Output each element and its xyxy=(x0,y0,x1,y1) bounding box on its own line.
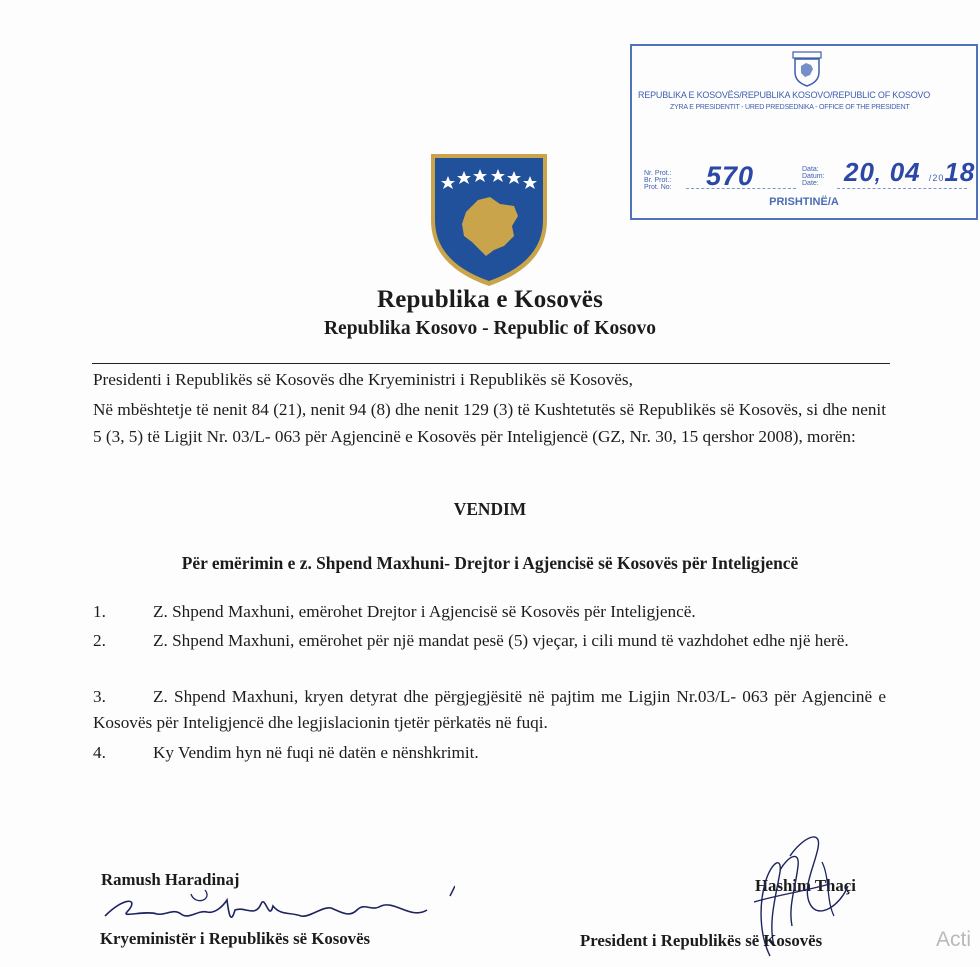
item-text: Z. Shpend Maxhuni, emërohet Drejtor i Agjencisë së Kosovës për Inteligjencë. xyxy=(153,602,696,621)
decision-item xyxy=(93,599,886,625)
decision-item xyxy=(93,628,886,654)
stamp-city: PRISHTINË/A xyxy=(769,196,839,208)
item-number: 1. xyxy=(93,602,106,621)
decision-subject: Për emërimin e z. Shpend Maxhuni- Drejtor i Agjencisë së Kosovës për Inteligjencë xyxy=(181,553,799,573)
activation-watermark: Acti xyxy=(936,928,972,951)
stamp-date-label: Data: Datum: Date: xyxy=(802,166,825,187)
page-subtitle: Republika Kosovo - Republic of Kosovo xyxy=(323,318,657,339)
right-signatory-name: Hashim Thaçi xyxy=(755,876,856,895)
stamp-date-line xyxy=(837,188,967,189)
stamp-emblem-icon xyxy=(789,50,825,88)
item-text: Z. Shpend Maxhuni, emërohet për një mandat pesë (5) vjeçar, i cili mund të vazhdohet edhe një herë. xyxy=(153,631,849,650)
stamp-date-value: 20, 04 /2018 xyxy=(844,157,976,187)
decision-item xyxy=(93,740,886,766)
preamble-paragraph: Në mbështetje të nenit 84 (21), nenit 94 (8) dhe nenit 129 (3) të Kushtetutës së Republikës së Kosovës, si dhe nenit 5 (3, 5) të Ligjit Nr. 03/L- 063 për Agjencinë e Kosovës për Inteligjencë (GZ, Nr. 30, 15 qershor 2008), morën: xyxy=(93,400,886,446)
header-divider xyxy=(92,363,890,364)
decision-item xyxy=(93,684,886,736)
item-text: Z. Shpend Maxhuni, kryen detyrat dhe përgjegjësitë në pajtim me Ligjin Nr.03/L- 063 për Agjencinë e Kosovës për Inteligjencë dhe legjislacionin tjetër përkatës në fuqi. xyxy=(93,687,886,732)
preamble-line: Presidenti i Republikës së Kosovës dhe Kryeministri i Republikës së Kosovës, xyxy=(93,370,633,389)
page-title: Republika e Kosovës xyxy=(376,286,604,313)
stamp-protocol-number: 570 xyxy=(706,161,755,191)
stamp-institution-line: REPUBLIKA E KOSOVËS/REPUBLIKA KOSOVO/REPUBLIC OF KOSOVO xyxy=(638,90,931,100)
right-signatory-role: President i Republikës së Kosovës xyxy=(580,931,823,950)
coat-of-arms-icon xyxy=(428,150,550,288)
stamp-office-line: ZYRA E PRESIDENTIT - URED PREDSEDNIKA - OFFICE OF THE PRESIDENT xyxy=(670,104,910,111)
item-number: 3. xyxy=(93,687,106,706)
left-signatory-role: Kryeministër i Republikës së Kosovës xyxy=(100,929,371,948)
stamp-prot-line xyxy=(686,188,796,189)
stamp-prot-label: Nr. Prot.: Br. Prot.: Prot. No: xyxy=(644,170,672,191)
item-text: Ky Vendim hyn në fuqi në datën e nënshkrimit. xyxy=(153,743,479,762)
decision-heading: VENDIM xyxy=(453,499,527,519)
registration-stamp xyxy=(630,44,978,220)
item-number: 2. xyxy=(93,631,106,650)
left-signatory-name: Ramush Haradinaj xyxy=(101,870,240,889)
item-number: 4. xyxy=(93,743,106,762)
